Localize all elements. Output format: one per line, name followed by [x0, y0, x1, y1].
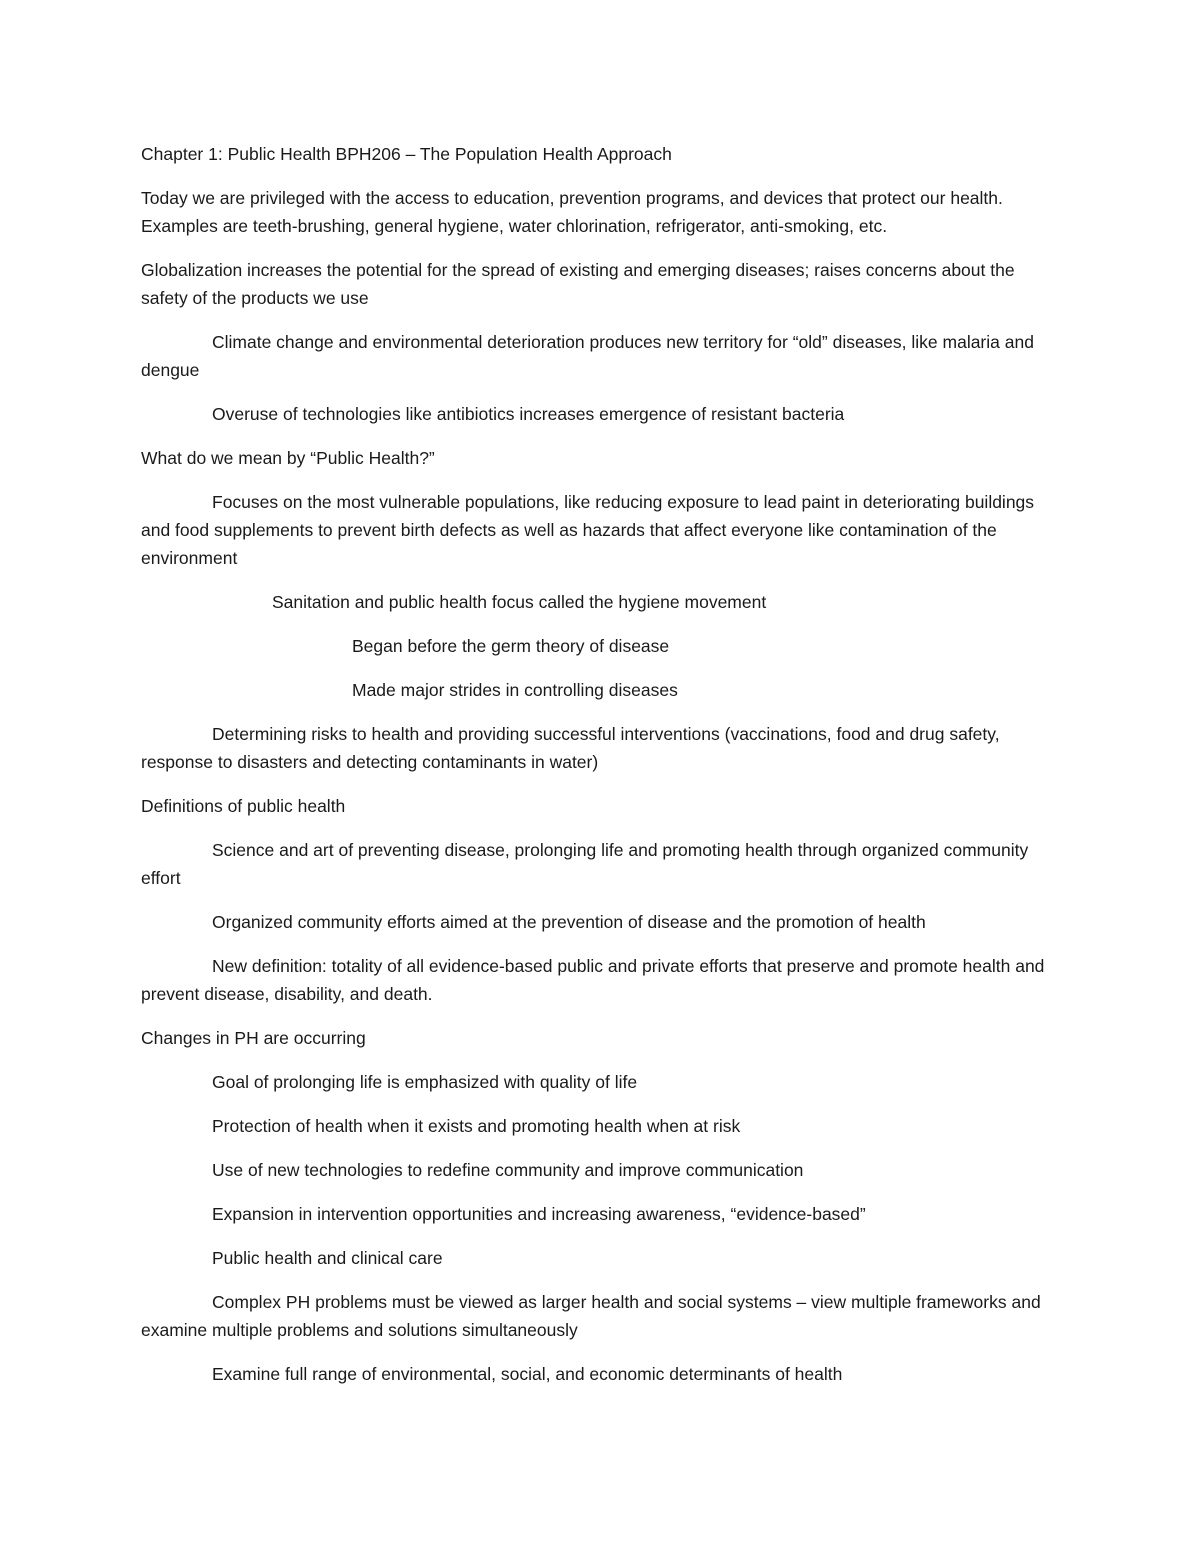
section-heading: Changes in PH are occurring — [141, 1028, 366, 1048]
paragraph: Climate change and environmental deterioration produces new territory for “old” diseases, like malaria and dengue — [141, 332, 1034, 380]
paragraph: Focuses on the most vulnerable populations, like reducing exposure to lead paint in deteriorating buildings and food supplements to prevent birth defects as well as hazards that affect everyone like contamination of the environment — [141, 492, 1035, 568]
paragraph: Protection of health when it exists and promoting health when at risk — [212, 1116, 741, 1136]
paragraph: Today we are privileged with the access to education, prevention programs, and devices that protect our health. Examples are teeth-brushing, general hygiene, water chlorination, refrigerator, anti-smoking, etc. — [141, 188, 1003, 236]
paragraph: New definition: totality of all evidence-based public and private efforts that preserve and promote health and prevent disease, disability, and death. — [141, 956, 1045, 1004]
paragraph: Complex PH problems must be viewed as larger health and social systems – view multiple frameworks and examine multiple problems and solutions simultaneously — [141, 1292, 1041, 1340]
paragraph: Examine full range of environmental, social, and economic determinants of health — [212, 1364, 843, 1384]
paragraph: Goal of prolonging life is emphasized with quality of life — [212, 1072, 638, 1092]
section-heading: What do we mean by “Public Health?” — [141, 448, 435, 468]
document-body — [141, 140, 1061, 1404]
section-heading: Definitions of public health — [141, 796, 346, 816]
paragraph: Expansion in intervention opportunities and increasing awareness, “evidence-based” — [212, 1204, 866, 1224]
document-title: Chapter 1: Public Health BPH206 – The Population Health Approach — [141, 144, 672, 164]
paragraph: Determining risks to health and providing successful interventions (vaccinations, food and drug safety, response to disasters and detecting contaminants in water) — [141, 724, 1000, 772]
paragraph: Organized community efforts aimed at the prevention of disease and the promotion of health — [212, 912, 926, 932]
paragraph: Sanitation and public health focus called the hygiene movement — [272, 592, 767, 612]
paragraph: Began before the germ theory of disease — [352, 636, 670, 656]
paragraph: Science and art of preventing disease, prolonging life and promoting health through organized community effort — [141, 840, 1029, 888]
paragraph: Public health and clinical care — [212, 1248, 443, 1268]
paragraph: Globalization increases the potential for the spread of existing and emerging diseases; raises concerns about the safety of the products we use — [141, 260, 1015, 308]
paragraph: Use of new technologies to redefine community and improve communication — [212, 1160, 804, 1180]
paragraph: Overuse of technologies like antibiotics increases emergence of resistant bacteria — [212, 404, 845, 424]
paragraph: Made major strides in controlling diseases — [352, 680, 678, 700]
